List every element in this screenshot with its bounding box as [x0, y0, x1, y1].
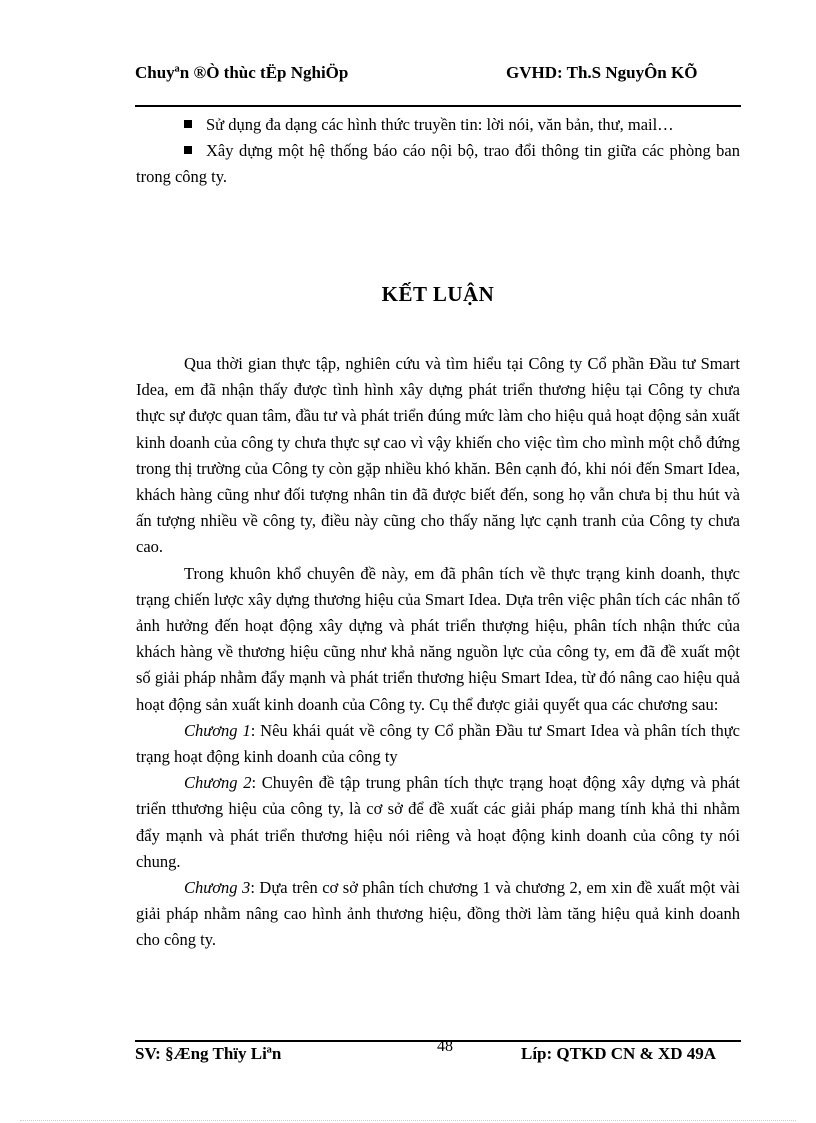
square-bullet-icon	[184, 146, 192, 154]
paragraph-chapter-2	[136, 770, 740, 875]
chapter-2-label: Chương 2	[184, 773, 252, 793]
paragraph-scope: Trong khuôn khổ chuyên đề này, em đã phân tích về thực trạng kinh doanh, thực trạng chiến lược xây dựng thương hiệu của Smart Idea. Dựa trên việc phân tích các nhân tố ảnh hưởng đến hoạt động xây dựng và phát triển thượng hiệu, phân tích nhận thức của khách hàng về thương hiệu cũng như khả năng nguồn lực của công ty, em đã đề xuất một số giải pháp nhằm đẩy mạnh và phát triển thương hiệu Smart Idea, từ đó nâng cao hiệu quả hoạt động sản xuất kinh doanh của Công ty. Cụ thể được giải quyết qua các chương sau:	[136, 563, 740, 714]
bullet-text: Xây dựng một hệ thống báo cáo nội bộ, trao đổi thông tin giữa các phòng ban trong công ty.	[136, 141, 740, 187]
paragraph-chapter-1	[136, 718, 740, 770]
bullet-item	[136, 112, 740, 138]
footer-student: SV: §Æng Thïy Liªn	[135, 1044, 282, 1063]
bullet-text: Sử dụng đa dạng các hình thức truyền tin: lời nói, văn bản, thư, mail…	[206, 115, 674, 134]
chapter-1-label: Chương 1	[184, 720, 251, 740]
header-right-title: GVHD: Th.S NguyÔn KÕ	[506, 63, 698, 82]
chapter-1-text: : Nêu khái quát về công ty Cổ phần Đầu tư Smart Idea và phân tích thực trạng hoạt động kinh doanh của công ty	[136, 720, 740, 767]
footer-class: Líp: QTKD CN & XD 49A	[521, 1044, 717, 1063]
chapter-3-text: : Dựa trên cơ sở phân tích chương 1 và chương 2, em xin đề xuất một vài giải pháp nhằm nâng cao hình ảnh thương hiệu, đồng thời làm tăng hiệu quả kinh doanh cho công ty.	[136, 878, 740, 950]
page-edge-dotted-line	[20, 1120, 796, 1121]
header-left-title: Chuyªn ®Ò thùc tËp NghiÖp	[135, 63, 349, 82]
paragraph-chapter-3	[136, 875, 740, 954]
bullet-item	[136, 138, 740, 190]
square-bullet-icon	[184, 120, 192, 128]
paragraph-intro: Qua thời gian thực tập, nghiên cứu và tìm hiểu tại Công ty Cổ phần Đầu tư Smart Idea, em đã nhận thấy được tình hình xây dựng phát triển thương hiệu tại Công ty chưa thực sự được quan tâm, đầu tư và phát triển đúng mức làm cho hiệu quả hoạt động sản xuất kinh doanh của công ty chưa thực sự cao vì vậy khiến cho việc tìm cho mình một chỗ đứng trong thị trường của Công ty còn gặp nhiều khó khăn. Bên cạnh đó, khi nói đến Smart Idea, khách hàng cũng như đối tượng nhân tin đã được biết đến, song họ vẫn chưa bị thu hút và ấn tượng nhiều về công ty, điều này cũng cho thấy năng lực cạnh tranh của Công ty chưa cao.	[136, 354, 740, 557]
chapter-3-label: Chương 3	[184, 878, 251, 898]
chapter-2-text: : Chuyên đề tập trung phân tích thực trạng hoạt động xây dựng và phát triển tthương hiệu của công ty, là cơ sở để đề xuất các giải pháp mang tính khả thi nhằm đẩy mạnh và phát triển thương hiệu nói riêng và hoạt động kinh doanh của công ty nói chung.	[136, 773, 740, 871]
section-title: KẾT LUẬN	[381, 282, 495, 306]
header-divider	[135, 105, 741, 107]
page-number: 48	[437, 1038, 453, 1055]
bullet-list	[136, 112, 740, 191]
conclusion-body	[136, 351, 740, 954]
